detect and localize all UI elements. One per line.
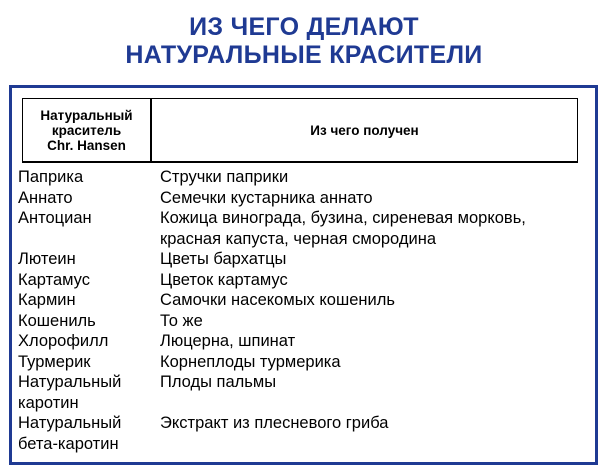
colorant-name: Хлорофилл	[18, 332, 109, 350]
colorant-source: Корнеплоды турмерика	[160, 352, 341, 371]
header-colorant	[22, 98, 152, 163]
table-frame	[9, 85, 598, 465]
colorant-name: Паприка	[18, 168, 84, 186]
colorant-source: Цветок картамус	[160, 270, 288, 289]
colorant-source: То же	[160, 311, 203, 330]
colorant-name: Картамус	[18, 270, 90, 289]
colorant-name: бета-каротин	[18, 434, 119, 453]
page-title-line-2: НАТУРАЛЬНЫЕ КРАСИТЕЛИ	[125, 41, 483, 69]
colorant-name: Антоциан	[18, 209, 92, 227]
colorant-name: Кошениль	[18, 311, 96, 330]
colorant-source: Цветы бархатцы	[160, 250, 287, 268]
colorant-name: Натуральный	[18, 373, 122, 391]
colorant-name: Натуральный	[18, 414, 122, 432]
colorant-source: Люцерна, шпинат	[160, 332, 296, 350]
header-source: Из чего получен	[152, 98, 578, 163]
colorant-name: Турмерик	[18, 352, 91, 371]
header-colorant-line-1: Натуральный	[40, 107, 133, 123]
colorant-source: Экстракт из плесневого гриба	[160, 414, 389, 432]
colorant-name: каротин	[18, 393, 79, 412]
page-title-line-1: ИЗ ЧЕГО ДЕЛАЮТ	[189, 13, 419, 41]
colorant-source: Стручки паприки	[160, 168, 289, 186]
colorant-name: Кармин	[18, 291, 76, 309]
header-colorant-line-3: Chr. Hansen	[47, 137, 126, 153]
colorant-source: Кожица винограда, бузина, сиреневая морковь,	[160, 209, 526, 227]
header-colorant-line-2: краситель	[51, 122, 122, 138]
colorant-source: Самочки насекомых кошениль	[160, 291, 395, 309]
colorant-name: Аннато	[18, 188, 73, 207]
colorant-name: Лютеин	[18, 250, 76, 268]
colorant-source: Плоды пальмы	[160, 373, 277, 391]
colorant-source: Семечки кустарника аннато	[160, 188, 373, 207]
colorant-source: красная капуста, черная смородина	[160, 229, 437, 248]
